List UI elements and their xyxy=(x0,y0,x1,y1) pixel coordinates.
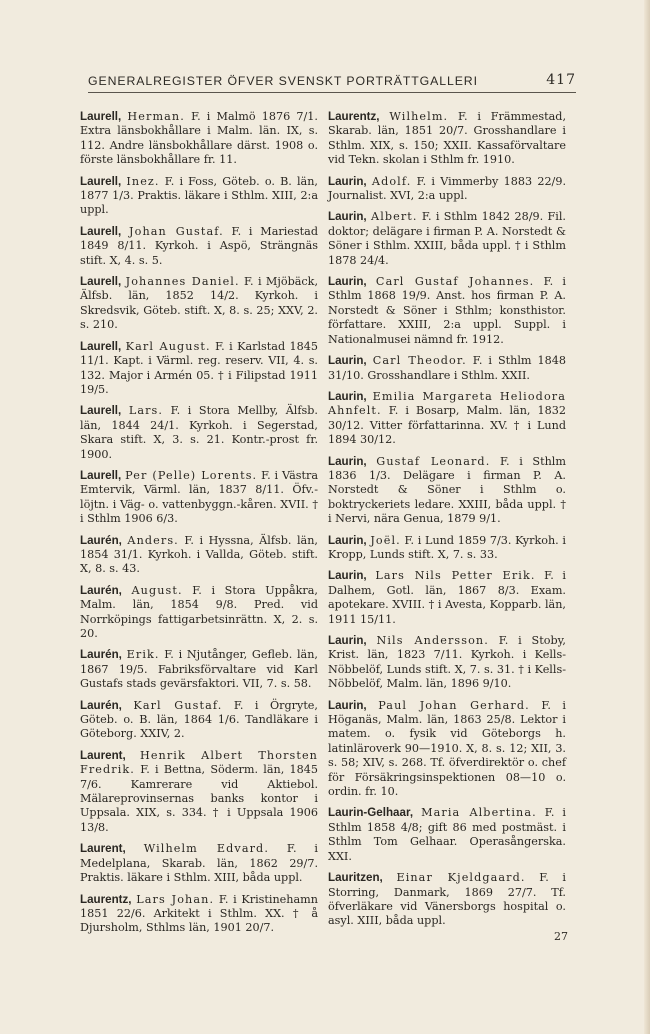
entry-given-name: Henrik Albert Thorsten Fredrik. xyxy=(80,748,318,777)
entry-surname: Laurin, xyxy=(328,634,367,647)
register-entry xyxy=(80,340,318,398)
entry-surname: Lauritzen, xyxy=(328,871,383,885)
register-entry xyxy=(80,275,318,333)
entry-surname: Laurén, xyxy=(80,648,122,662)
signature-number: 27 xyxy=(554,930,568,943)
entry-text: F. i Malmö 1876 7/1. Extra länsbokhållare i Malm. län. IX, s. 112. Andre länsbokhållare därst. 1908 o. förste länsbokhållare fr. 11. xyxy=(80,110,318,167)
entry-text: F. i Mariestad 1849 8/11. Kyrkoh. i Aspö, Strängnäs stift. X, 4. s. 5. xyxy=(80,224,318,267)
register-entry xyxy=(328,354,566,383)
entry-text: F. i Mjöbäck, Älfsb. län, 1852 14/2. Kyrkoh. i Skredsvik, Göteb. stift. X, 8. s. 25; XXV, 2. s. 210. xyxy=(80,275,318,332)
entry-given-name: Johannes Daniel. xyxy=(125,275,240,289)
entry-text: F. i Njutånger, Gefleb. län, 1867 19/5. Fabriksförvaltare vid Karl Gustafs stads gevärsfaktori. VII, 7. s. 58. xyxy=(80,648,318,691)
entry-text: F. i Sthlm 1836 1/3. Delägare i firman P. A. Norstedt & Söner i Sthlm o. boktryckeriets ledare. XXIII, båda uppl. † i Nervi, nära Genua, 1879 9/1. xyxy=(328,454,566,526)
entry-given-name: Gustaf Leonard. xyxy=(376,454,491,468)
entry-surname: Laurin, xyxy=(328,389,367,403)
register-entry xyxy=(328,534,566,563)
entry-text: F. i Karlstad 1845 11/1. Kapt. i Värml. reg. reserv. VII, 4. s. 132. Major i Armén 05. † i Filipstad 1911 19/5. xyxy=(80,339,318,396)
register-entry xyxy=(328,175,566,204)
entry-text: F. i Sthlm 1868 19/9. Anst. hos firman P. A. Norstedt & Söner i Sthlm; konsthistor. författare. XXIII, 2:a uppl. Suppl. i Nationalmusei nämnd fr. 1912. xyxy=(328,275,566,346)
entry-given-name: Inez. xyxy=(126,174,160,188)
entry-surname: Laurell, xyxy=(80,224,122,238)
entry-text: F. i Sthlm 1858 4/8; gift 86 med postmäst. i Sthlm Tom Gelhaar. Operasångerska. XXI. xyxy=(328,806,566,863)
entry-surname: Laurin, xyxy=(328,275,367,289)
entry-given-name: Nils Andersson. xyxy=(376,634,489,647)
entry-given-name: Joël. xyxy=(370,533,401,547)
entry-given-name: Emilia Margareta Heliodora Ahnfelt. xyxy=(328,389,566,418)
entry-surname: Laurentz, xyxy=(328,110,380,123)
register-entry xyxy=(328,455,566,527)
register-entry xyxy=(328,110,566,168)
register-entry xyxy=(80,225,318,268)
header-title: GENERALREGISTER ÖFVER SVENSKT PORTRÄTTGALLERI xyxy=(88,74,478,88)
register-entry xyxy=(328,210,566,268)
entry-given-name: August. xyxy=(131,583,183,597)
register-entry xyxy=(328,699,566,800)
entry-surname: Laurén, xyxy=(80,698,122,712)
entry-surname: Laurell, xyxy=(80,339,122,353)
register-entry xyxy=(328,806,566,864)
entry-text: F. i Västra Emtervik, Värml. län, 1837 8/11. Öfv.-löjtn. i Väg- o. vattenbyggn.-kåren. XVII. † i Sthlm 1906 6/3. xyxy=(80,468,318,526)
register-entry xyxy=(80,842,318,885)
entry-surname: Laurin, xyxy=(328,454,367,468)
entry-surname: Laurent, xyxy=(80,748,126,762)
entry-text: F. i Örgryte, Göteb. o. B. län, 1864 1/6. Tandläkare i Göteborg. XXIV, 2. xyxy=(80,698,318,741)
entry-text: F. i Kristinehamn 1851 22/6. Arkitekt i Sthlm. XX. † å Djursholm, Sthlms län, 1901 20/7. xyxy=(80,892,318,935)
entry-given-name: Albert. xyxy=(371,210,418,224)
right-column xyxy=(328,110,566,936)
register-entry xyxy=(80,110,318,168)
register-entry xyxy=(80,469,318,527)
page-edge xyxy=(644,0,650,1034)
entry-text: F. i Hyssna, Älfsb. län, 1854 31/1. Kyrkoh. i Vallda, Göteb. stift. X, 8. s. 43. xyxy=(80,533,318,576)
register-entry xyxy=(328,569,566,627)
entry-given-name: Adolf. xyxy=(371,174,412,188)
entry-given-name: Herman. xyxy=(127,110,185,123)
entry-text: F. i Stora Uppåkra, Malm. län, 1854 9/8. Pred. vid Norrköpings fattigarbetsinrättn. X, 2. s. 20. xyxy=(80,583,318,640)
entry-text: F. i Lund 1859 7/3. Kyrkoh. i Kropp, Lunds stift. X, 7. s. 33. xyxy=(328,533,566,561)
entry-surname: Laurell, xyxy=(80,110,122,123)
entry-text: F. i Bosarp, Malm. län, 1832 30/12. Vitter författarinna. XV. † i Lund 1894 30/12. xyxy=(328,404,566,447)
entry-text: F. i Stoby, Krist. län, 1823 7/11. Kyrkoh. i Kells-Nöbbelöf, Lunds stift. X, 7. s. 31. † i Kells-Nöbbelöf, Malm. län, 1896 9/10. xyxy=(328,634,566,691)
register-entry xyxy=(80,584,318,642)
entry-surname: Laurin, xyxy=(328,698,367,712)
entry-given-name: Einar Kjeldgaard. xyxy=(396,871,526,885)
entry-text: F. i Höganäs, Malm. län, 1863 25/8. Lektor i matem. o. fysik vid Göteborgs h. latinläroverk 90—1910. X, 8. s. 12; XII, 3. s. 58; XIV, s. 268. Tf. öfverdirektör o. chef för Försäkringsinspektionen 08—10 o. ordin. fr. 10. xyxy=(328,698,566,799)
entry-surname: Laurent, xyxy=(80,842,126,856)
entry-given-name: Lars. xyxy=(128,404,164,418)
register-entry xyxy=(80,534,318,577)
left-column xyxy=(80,110,318,943)
entry-text: F. i Sthlm 1848 31/10. Grosshandlare i Sthlm. XXII. xyxy=(328,354,567,382)
entry-given-name: Anders. xyxy=(127,533,179,547)
register-entry xyxy=(328,275,566,347)
entry-text: F. i Storring, Danmark, 1869 27/7. Tf. öfverläkare vid Vänersborgs hospital o. asyl. XIII, båda uppl. xyxy=(328,871,567,928)
entry-surname: Laurin, xyxy=(328,533,367,547)
entry-surname: Laurin, xyxy=(328,569,367,583)
entry-given-name: Johan Gustaf. xyxy=(129,224,224,238)
entry-text: F. i Stora Mellby, Älfsb. län, 1844 24/1. Kyrkoh. i Segerstad, Skara stift. X, 3. s. 21. Kontr.-prost fr. 1900. xyxy=(80,404,318,461)
entry-given-name: Wilhelm. xyxy=(389,110,449,123)
entry-given-name: Lars Johan. xyxy=(136,892,215,906)
register-entry xyxy=(328,871,566,929)
entry-text: F. i Foss, Göteb. o. B. län, 1877 1/3. Praktis. läkare i Sthlm. XIII, 2:a uppl. xyxy=(80,174,318,217)
register-entry xyxy=(80,648,318,691)
entry-text: F. i Medelplana, Skarab. län, 1862 29/7. Praktis. läkare i Sthlm. XIII, båda uppl. xyxy=(80,842,319,885)
register-entry xyxy=(80,893,318,936)
entry-surname: Laurin, xyxy=(328,174,367,188)
register-entry xyxy=(80,699,318,742)
entry-surname: Laurell, xyxy=(80,468,122,482)
entry-surname: Laurin, xyxy=(328,210,367,224)
register-entry xyxy=(328,390,566,448)
entry-surname: Laurin, xyxy=(328,354,367,368)
register-entry xyxy=(80,404,318,462)
entry-surname: Laurell, xyxy=(80,174,122,188)
entry-surname: Laurin-Gelhaar, xyxy=(328,806,414,820)
entry-given-name: Karl Gustaf. xyxy=(133,698,223,712)
entry-given-name: Erik. xyxy=(126,648,160,662)
running-header xyxy=(88,72,576,93)
entry-text: F. i Sthlm 1842 28/9. Fil. doktor; delägare i firman P. A. Norstedt & Söner i Sthlm. XXIII, båda uppl. † i Sthlm 1878 24/4. xyxy=(328,210,566,267)
register-entry xyxy=(80,749,318,835)
entry-surname: Laurentz, xyxy=(80,892,132,906)
entry-given-name: Wilhelm Edvard. xyxy=(143,842,269,856)
register-entry xyxy=(328,634,566,692)
entry-text: F. i Vimmerby 1883 22/9. Journalist. XVI, 2:a uppl. xyxy=(328,174,567,203)
entry-text: F. i Främmestad, Skarab. län, 1851 20/7. Grosshandlare i Sthlm. XIX, s. 150; XXII. Kassaförvaltare vid Tekn. skolan i Sthlm fr. 1910. xyxy=(328,110,566,167)
entry-given-name: Carl Gustaf Johannes. xyxy=(375,275,535,289)
entry-surname: Laurén, xyxy=(80,583,122,597)
entry-surname: Laurell, xyxy=(80,275,122,289)
page-number: 417 xyxy=(546,72,576,88)
entry-given-name: Lars Nils Petter Erik. xyxy=(375,569,536,583)
entry-given-name: Paul Johan Gerhard. xyxy=(378,698,530,712)
entry-given-name: Per (Pelle) Lorents. xyxy=(125,468,258,482)
entry-given-name: Maria Albertina. xyxy=(421,806,537,820)
entry-given-name: Carl Theodor. xyxy=(372,354,467,368)
entry-surname: Laurell, xyxy=(80,404,122,418)
entry-text: F. i Bettna, Söderm. län, 1845 7/6. Kamrerare vid Aktiebol. Mälareprovinsernas banks kontor i Uppsala. XIX, s. 334. † i Uppsala 1906 13/8. xyxy=(80,763,319,834)
entry-surname: Laurén, xyxy=(80,533,122,547)
entry-given-name: Karl August. xyxy=(125,339,211,353)
register-entry xyxy=(80,175,318,218)
entry-text: F. i Dalhem, Gotl. län, 1867 8/3. Exam. apotekare. XVIII. † i Avesta, Kopparb. län, 1911 15/11. xyxy=(328,569,566,626)
